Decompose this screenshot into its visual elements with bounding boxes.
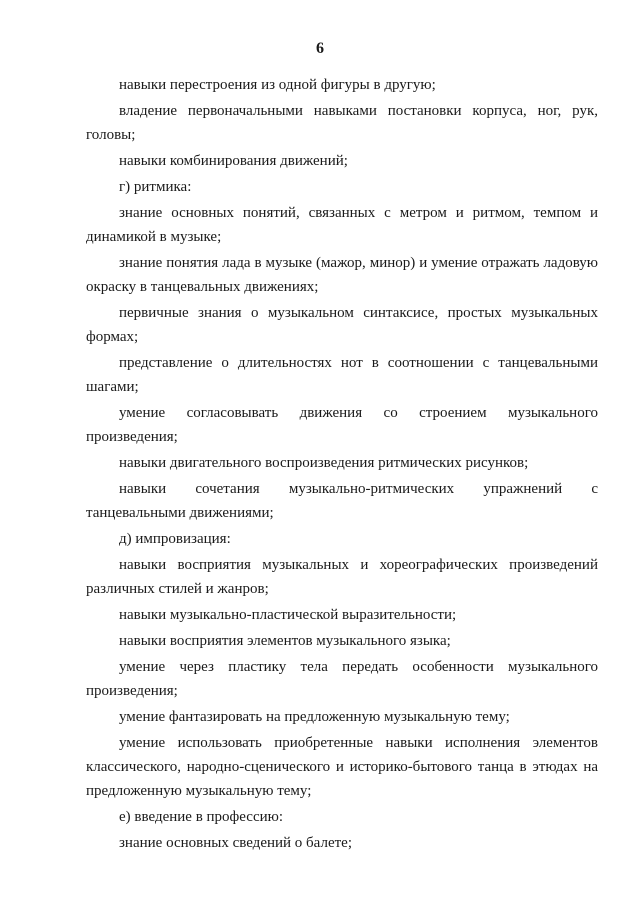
paragraph: умение согласовывать движения со строением музыкального произведения; (86, 405, 598, 445)
section-heading: д) импровизация: (119, 531, 231, 547)
paragraph: знание понятия лада в музыке (мажор, минор) и умение отражать ладовую окраску в танцевальных движениях; (86, 255, 598, 295)
paragraph: навыки восприятия элементов музыкального языка; (119, 633, 451, 649)
paragraph: умение фантазировать на предложенную музыкальную тему; (119, 709, 510, 725)
section-heading: е) введение в профессию: (119, 809, 284, 825)
paragraph: навыки музыкально-пластической выразительности; (119, 607, 457, 623)
page-number: 6 (316, 40, 324, 57)
paragraph: умение через пластику тела передать особенности музыкального произведения; (86, 659, 598, 699)
section-heading: г) ритмика: (119, 179, 192, 195)
paragraph: знание основных понятий, связанных с метром и ритмом, темпом и динамикой в музыке; (86, 205, 598, 245)
paragraph: представление о длительностях нот в соотношении с танцевальными шагами; (86, 355, 598, 395)
paragraph: умение использовать приобретенные навыки исполнения элементов классического, народно-сценического и историко-бытового танца в этюдах на предложенную музыкальную тему; (86, 735, 598, 799)
page-body (86, 73, 598, 857)
paragraph: знание основных сведений о балете; (119, 835, 352, 851)
paragraph: навыки перестроения из одной фигуры в другую; (119, 77, 436, 93)
paragraph: навыки комбинирования движений; (119, 153, 348, 169)
paragraph: навыки восприятия музыкальных и хореографических произведений различных стилей и жанров; (86, 557, 598, 597)
paragraph: первичные знания о музыкальном синтаксисе, простых музыкальных формах; (86, 305, 598, 345)
paragraph: навыки сочетания музыкально-ритмических упражнений с танцевальными движениями; (86, 481, 598, 521)
paragraph: навыки двигательного воспроизведения ритмических рисунков; (119, 455, 529, 471)
paragraph: владение первоначальными навыками постановки корпуса, ног, рук, головы; (86, 103, 598, 143)
